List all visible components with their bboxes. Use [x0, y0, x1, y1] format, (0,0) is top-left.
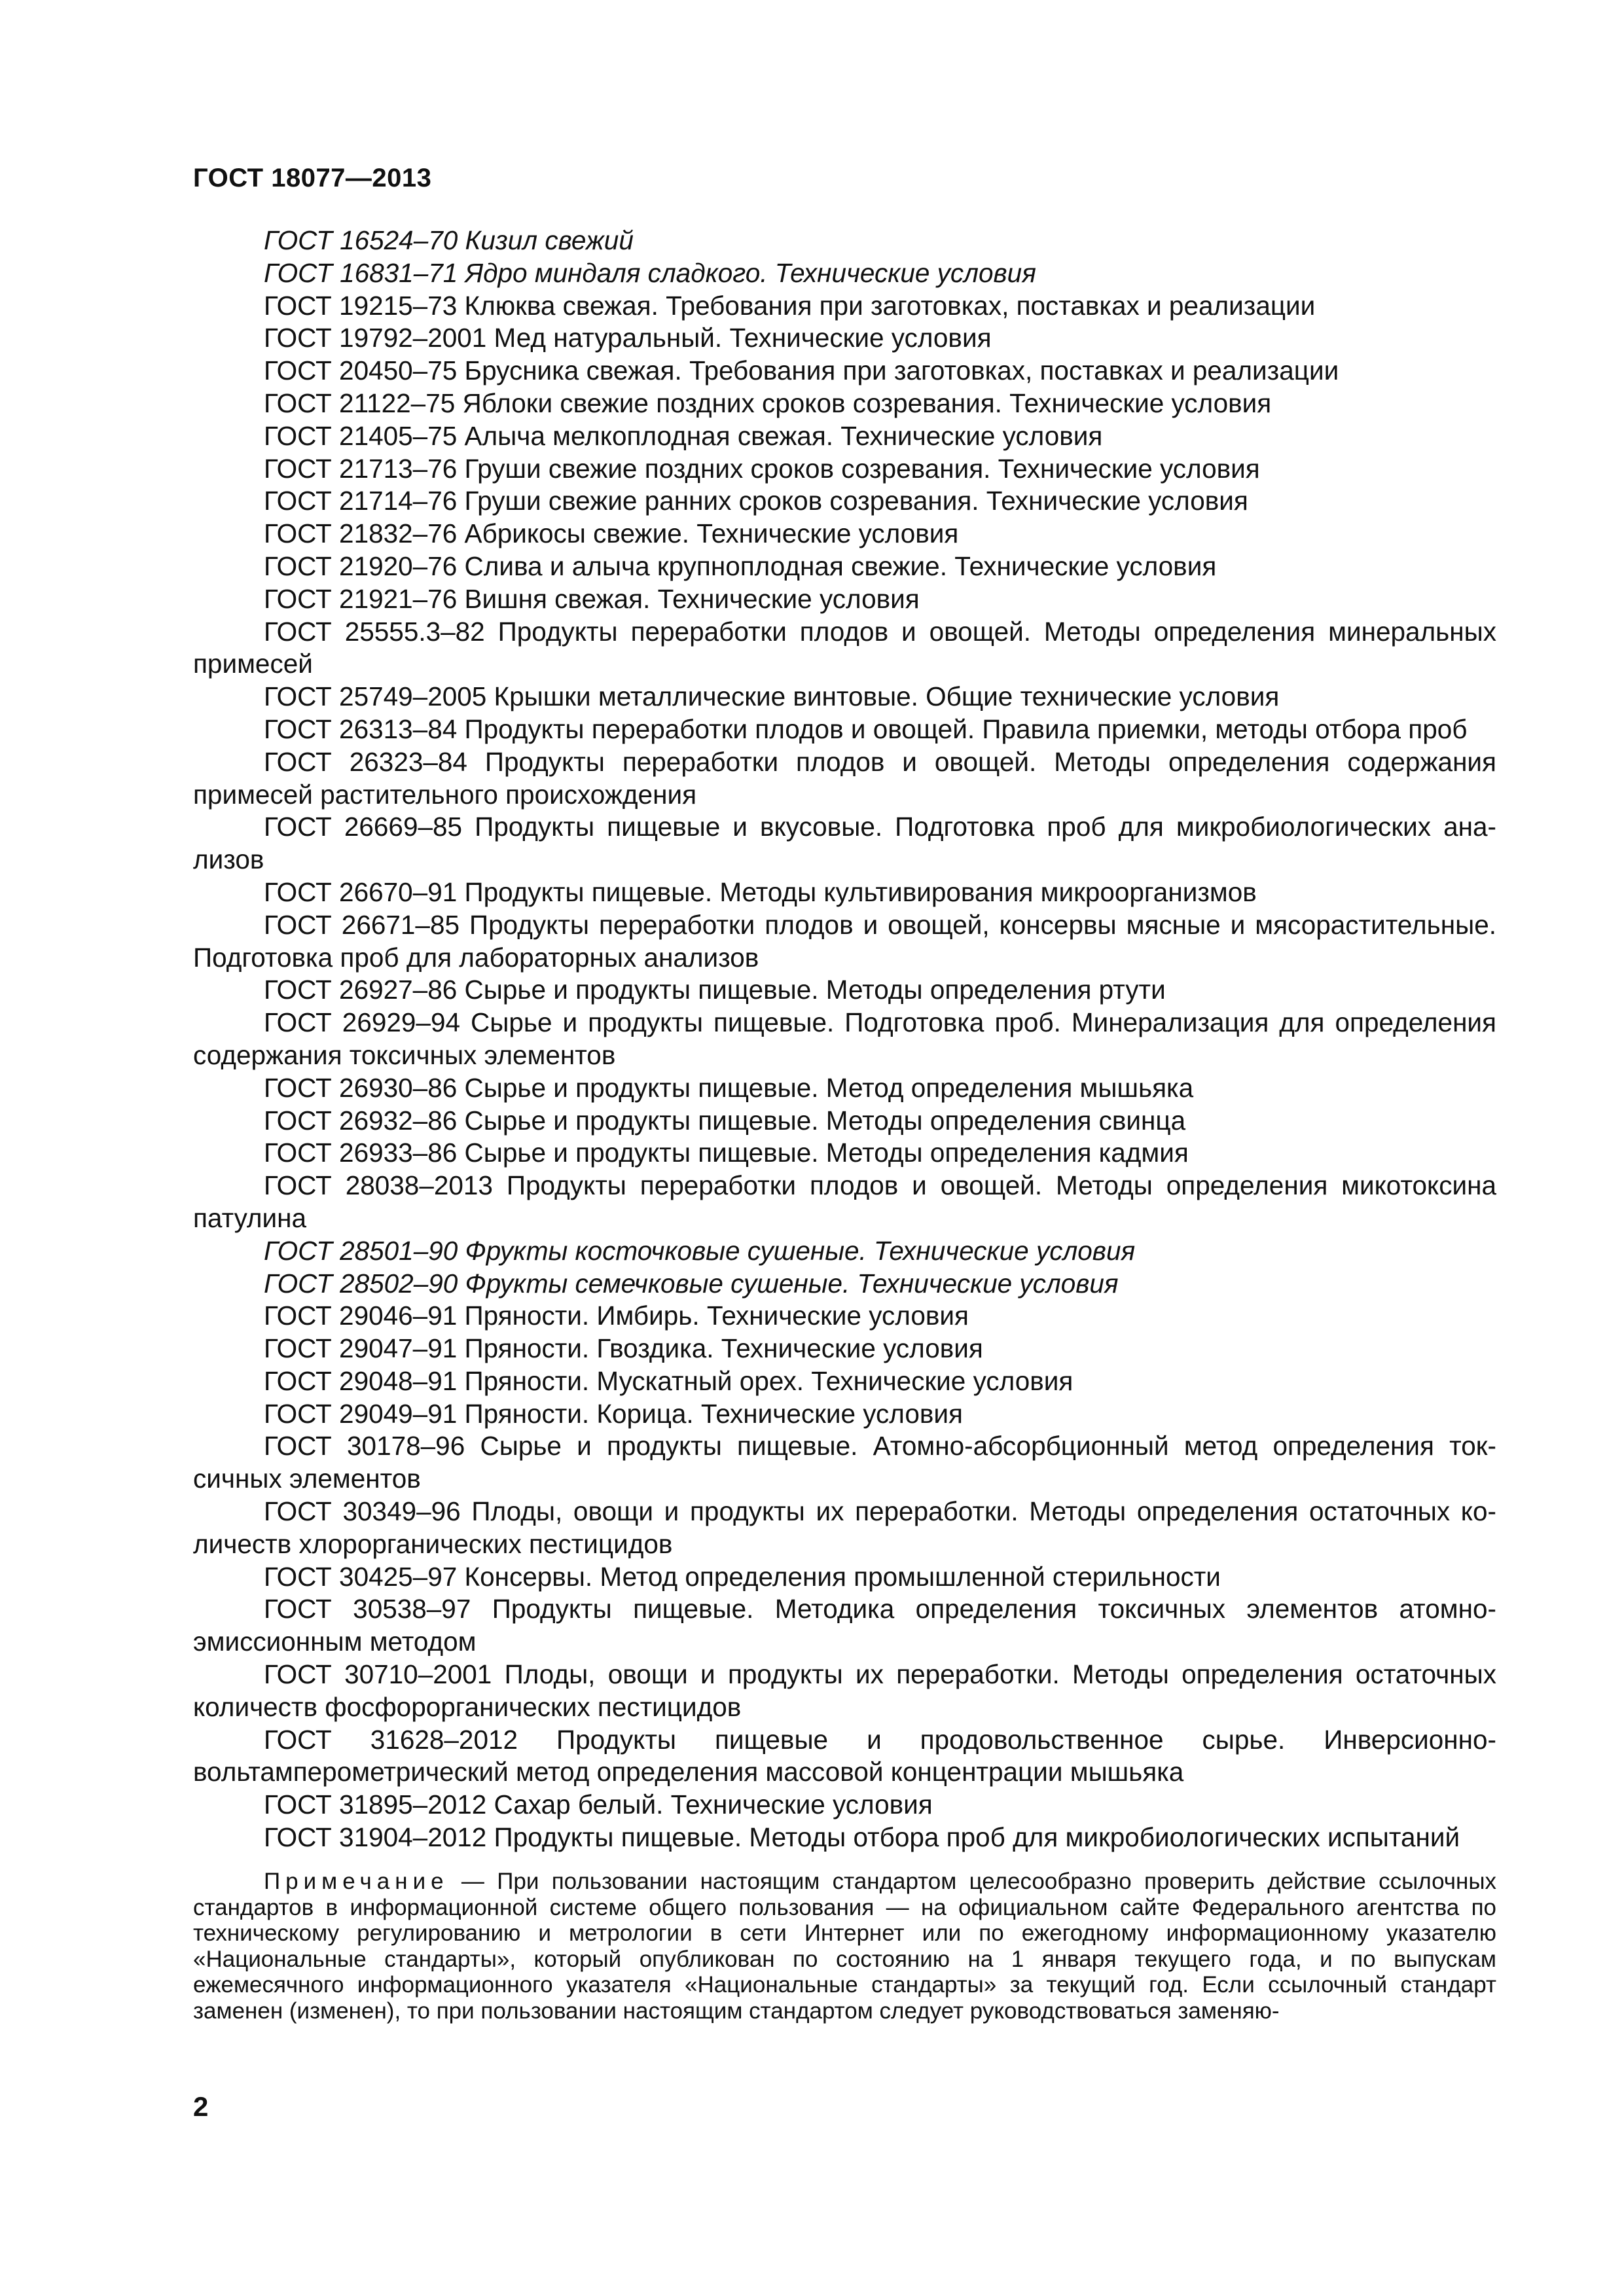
reference-item: ГОСТ 26671–85 Продукты переработки плодов и овощей, консервы мясные и мясорастительные. Подготовка проб для лабораторных анализов — [193, 909, 1496, 973]
reference-item: ГОСТ 21405–75 Алыча мелкоплодная свежая. Технические условия — [264, 420, 1103, 451]
reference-item: ГОСТ 30178–96 Сырье и продукты пищевые. Атомно-абсорбционный метод определения токсичных элементов — [193, 1431, 1496, 1494]
reference-item: ГОСТ 25749–2005 Крышки металлические винтовые. Общие технические условия — [264, 681, 1280, 712]
reference-item: ГОСТ 20450–75 Брусника свежая. Требования при заготовках, поставках и реализации — [264, 355, 1339, 386]
reference-item: ГОСТ 26927–86 Сырье и продукты пищевые. Методы определения ртути — [264, 975, 1166, 1005]
page-number: 2 — [193, 2091, 209, 2122]
reference-item: ГОСТ 28501–90 Фрукты косточковые сушеные. Технические условия — [264, 1235, 1136, 1266]
reference-item: ГОСТ 30349–96 Плоды, овощи и продукты их переработки. Методы определения остаточных количеств хлорорганических пестицидов — [193, 1496, 1496, 1559]
reference-item: ГОСТ 26313–84 Продукты переработки плодов и овощей. Правила приемки, методы отбора проб — [264, 713, 1468, 744]
page-header-standard-id: ГОСТ 18077—2013 — [193, 164, 432, 192]
reference-item: ГОСТ 21713–76 Груши свежие поздних сроков созревания. Технические условия — [264, 453, 1260, 484]
reference-item: ГОСТ 26930–86 Сырье и продукты пищевые. Метод определения мышьяка — [264, 1072, 1194, 1103]
reference-item: ГОСТ 26933–86 Сырье и продукты пищевые. Методы определения кадмия — [264, 1138, 1189, 1168]
reference-item: ГОСТ 21920–76 Слива и алыча крупноплодная свежие. Технические условия — [264, 550, 1217, 581]
reference-item: ГОСТ 30538–97 Продукты пищевые. Методика определения токсичных элементов атомно-эмиссионным методом — [193, 1594, 1496, 1657]
reference-item: ГОСТ 31628–2012 Продукты пищевые и продовольственное сырье. Инверсионно-вольтамперометрический метод определения массовой концентрации мышьяка — [193, 1724, 1496, 1787]
reference-item: ГОСТ 19792–2001 Мед натуральный. Технические условия — [264, 323, 992, 353]
reference-item: ГОСТ 29047–91 Пряности. Гвоздика. Технические условия — [264, 1333, 983, 1364]
reference-item: ГОСТ 30425–97 Консервы. Метод определения промышленной стерильности — [264, 1561, 1221, 1592]
reference-item: ГОСТ 21921–76 Вишня свежая. Технические условия — [264, 583, 920, 614]
reference-item: ГОСТ 26670–91 Продукты пищевые. Методы культивирования микроорганизмов — [264, 876, 1257, 907]
reference-item: ГОСТ 29048–91 Пряности. Мускатный орех. Технические условия — [264, 1365, 1074, 1396]
reference-item: ГОСТ 26323–84 Продукты переработки плодов и овощей. Методы определения содержания примесей растительного происхождения — [193, 746, 1496, 810]
reference-item: ГОСТ 31895–2012 Сахар белый. Технические условия — [264, 1789, 933, 1820]
reference-item: ГОСТ 26929–94 Сырье и продукты пищевые. Подготовка проб. Минерализация для определения содержания токсичных элементов — [193, 1007, 1496, 1070]
note-paragraph — [193, 1869, 1496, 2024]
reference-item: ГОСТ 21122–75 Яблоки свежие поздних сроков созревания. Технические условия — [264, 387, 1272, 418]
reference-item: ГОСТ 26932–86 Сырье и продукты пищевые. Методы определения свинца — [264, 1105, 1186, 1136]
reference-item: ГОСТ 21832–76 Абрикосы свежие. Технические условия — [264, 518, 959, 549]
reference-item: ГОСТ 29049–91 Пряности. Корица. Технические условия — [264, 1398, 963, 1429]
reference-item: ГОСТ 30710–2001 Плоды, овощи и продукты их переработки. Методы определения остаточных количеств фосфорорганических пестицидов — [193, 1659, 1496, 1722]
reference-item: ГОСТ 25555.3–82 Продукты переработки плодов и овощей. Методы определения минеральных примесей — [193, 616, 1496, 679]
note-text: — При пользовании настоящим стандартом целесообразно проверить действие ссылочных стандартов в информационной системе общего пользования — на официальном сайте Федерального агентства по техническому регулированию и метрологии в сети Интернет или по ежегодному информационному указателю «Национальные стандарты», который опубликован по состоянию на 1 января текущего года, и по выпускам ежемесячного информационного указателя «Национальные стандарты» за текущий год. Если ссылочный стандарт заменен (изменен), то при пользовании настоящим стандартом следует руководствоваться заменяю- — [193, 1869, 1496, 2024]
reference-item: ГОСТ 19215–73 Клюква свежая. Требования при заготовках, поставках и реализации — [264, 290, 1316, 321]
reference-item: ГОСТ 28502–90 Фрукты семечковые сушеные. Технические условия — [264, 1268, 1119, 1299]
reference-item: ГОСТ 29046–91 Пряности. Имбирь. Технические условия — [264, 1300, 969, 1331]
normative-references-list — [193, 224, 1496, 1854]
note-label: Примечание — [264, 1869, 449, 1894]
reference-item: ГОСТ 16831–71 Ядро миндаля сладкого. Технические условия — [264, 257, 1036, 288]
reference-item: ГОСТ 26669–85 Продукты пищевые и вкусовые. Подготовка проб для микробиологических анализов — [193, 812, 1496, 875]
reference-item: ГОСТ 16524–70 Кизил свежий — [264, 225, 634, 255]
reference-item: ГОСТ 31904–2012 Продукты пищевые. Методы отбора проб для микробиологических испытаний — [264, 1822, 1460, 1853]
reference-item: ГОСТ 21714–76 Груши свежие ранних сроков созревания. Технические условия — [264, 486, 1248, 516]
reference-item: ГОСТ 28038–2013 Продукты переработки плодов и овощей. Методы определения микотоксина патулина — [193, 1170, 1496, 1233]
